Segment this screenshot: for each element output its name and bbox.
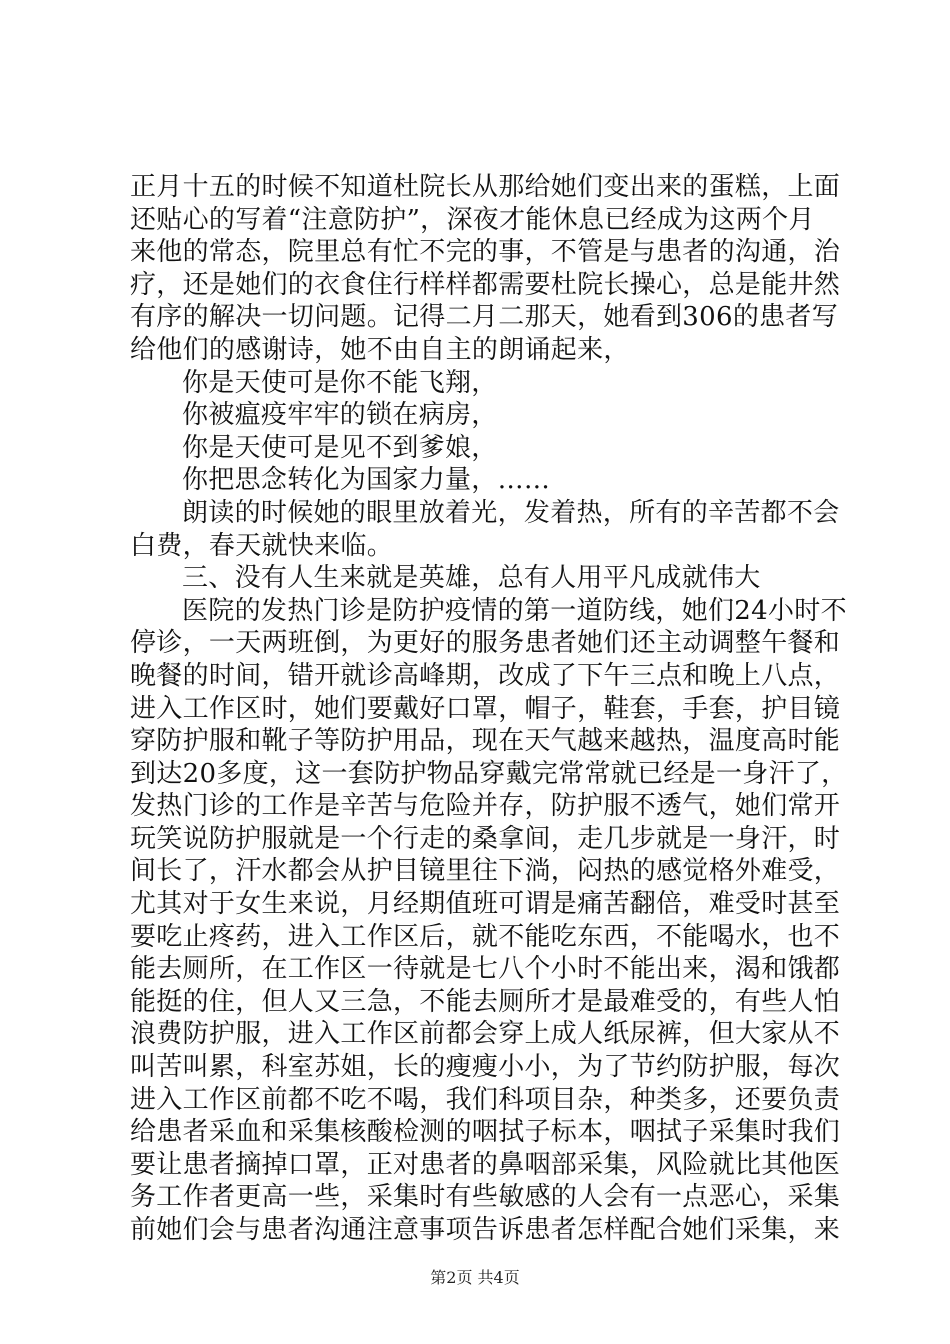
text-line: 正月十五的时候不知道杜院长从那给她们变出来的蛋糕，上面	[130, 172, 841, 202]
text-line: 能挺的住，但人又三急，不能去厕所才是最难受的，有些人怕	[130, 986, 841, 1017]
text-line: 来他的常态，院里总有忙不完的事，不管是与患者的沟通，治	[130, 237, 841, 268]
text-line: 进入工作区时，她们要戴好口罩，帽子，鞋套，手套，护目镜	[130, 693, 841, 724]
text-line: 白费，春天就快来临。	[130, 530, 394, 561]
body-text	[130, 171, 848, 1247]
text-line: 玩笑说防护服就是一个行走的桑拿间，走几步就是一身汗，时	[130, 823, 841, 854]
page-number: 第2页 共4页	[430, 1268, 520, 1287]
text-line: 给患者采血和采集核酸检测的咽拭子标本，咽拭子采集时我们	[130, 1117, 841, 1148]
text-line: 要吃止疼药，进入工作区后，就不能吃东西，不能喝水，也不	[130, 921, 841, 952]
text-line: 务工作者更高一些，采集时有些敏感的人会有一点恶心，采集	[130, 1182, 841, 1213]
text-line: 发热门诊的工作是辛苦与危险并存，防护服不透气，她们常开	[130, 791, 841, 822]
text-line: 前她们会与患者沟通注意事项告诉患者怎样配合她们采集，来	[130, 1215, 841, 1245]
text-line: 晚餐的时间，错开就诊高峰期，改成了下午三点和晚上八点，	[130, 660, 841, 691]
poem-line: 你把思念转化为国家力量，……	[182, 465, 551, 496]
text-line: 有序的解决一切问题。记得二月二那天，她看到306的患者写	[130, 302, 839, 333]
section-heading: 三、没有人生来就是英雄，总有人用平凡成就伟大	[182, 563, 761, 594]
text-line: 给他们的感谢诗，她不由自主的朗诵起来，	[130, 334, 630, 365]
text-line: 进入工作区前都不吃不喝，我们科项目杂，种类多，还要负责	[130, 1084, 841, 1115]
paragraph-first-line: 朗读的时候她的眼里放着光，发着热，所有的辛苦都不会	[182, 497, 840, 528]
text-line: 浪费防护服，进入工作区前都会穿上成人纸尿裤，但大家从不	[130, 1019, 841, 1050]
text-line: 能去厕所，在工作区一待就是七八个小时不能出来，渴和饿都	[130, 954, 841, 985]
poem-line: 你是天使可是你不能飞翔，	[182, 367, 498, 398]
text-line: 疗，还是她们的衣食住行样样都需要杜院长操心，总是能井然	[130, 269, 841, 300]
page-footer	[0, 1268, 950, 1288]
poem-line: 你被瘟疫牢牢的锁在病房，	[182, 400, 498, 431]
text-line: 穿防护服和靴子等防护用品，现在天气越来越热，温度高时能	[130, 726, 841, 757]
text-line: 叫苦叫累，科室苏姐，长的瘦瘦小小，为了节约防护服，每次	[130, 1052, 841, 1083]
text-line: 要让患者摘掉口罩，正对患者的鼻咽部采集，风险就比其他医	[130, 1149, 841, 1180]
text-line: 停诊，一天两班倒，为更好的服务患者她们还主动调整午餐和	[130, 628, 841, 659]
paragraph-first-line: 医院的发热门诊是防护疫情的第一道防线，她们24小时不	[182, 595, 847, 626]
text-line: 还贴心的写着“注意防护”，深夜才能休息已经成为这两个月	[130, 204, 815, 235]
text-line: 间长了，汗水都会从护目镜里往下淌，闷热的感觉格外难受，	[130, 856, 841, 887]
poem-line: 你是天使可是见不到爹娘，	[182, 432, 498, 463]
text-line: 尤其对于女生来说，月经期值班可谓是痛苦翻倍，难受时甚至	[130, 889, 841, 920]
text-line: 到达20多度，这一套防护物品穿戴完常常就已经是一身汗了，	[130, 758, 848, 789]
